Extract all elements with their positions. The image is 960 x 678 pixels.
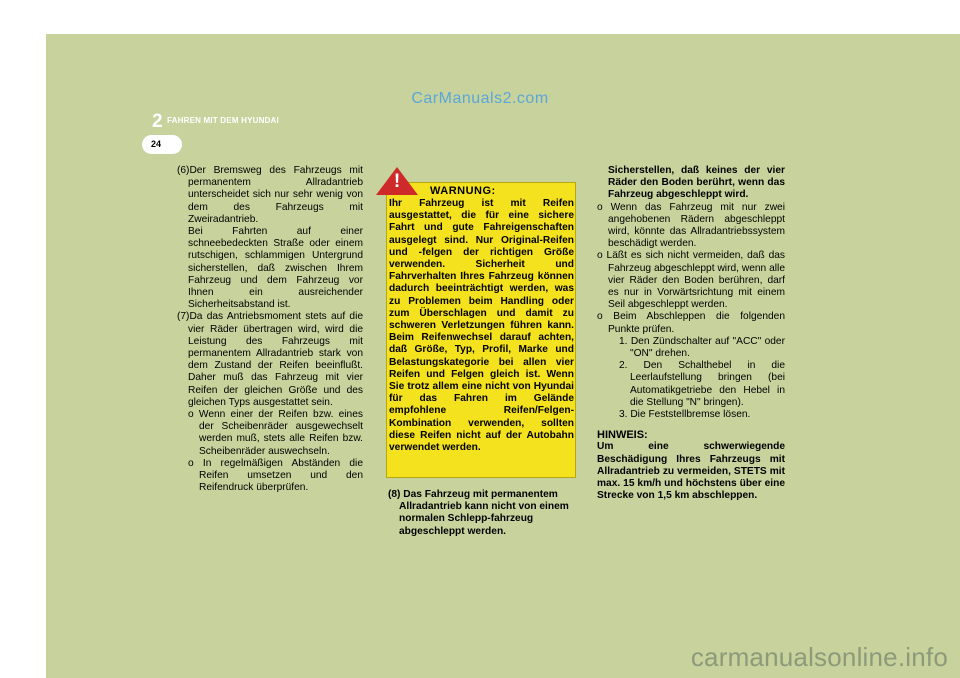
- tire-bullet-1: o Wenn einer der Reifen bzw. eines der Scheibenräder ausgewechselt werden muß, stets alle Reifen bzw. Scheibenräder auswechseln.: [188, 409, 363, 457]
- chapter-title: FAHREN MIT DEM HYUNDAI: [167, 116, 279, 125]
- item-8: (8) Das Fahrzeug mit permanentem Allradantrieb kann nicht von einem normalen Schlepp-fahrzeug abgeschleppt werden.: [388, 489, 569, 537]
- towing-bullet-1: o Wenn das Fahrzeug mit nur zwei angehobenen Rädern abgeschleppt wird, könnte das Allradantriebssystem beschädigt werden.: [597, 201, 785, 250]
- warning-title: WARNUNG:: [430, 185, 496, 197]
- column-right: [597, 165, 785, 502]
- column-left: [177, 165, 363, 494]
- hinweis-title: HINWEIS:: [597, 429, 648, 442]
- towing-step-3: 3. Die Feststellbremse lösen.: [619, 409, 751, 421]
- towing-bullet-3: o Beim Abschleppen die folgenden Punkte prüfen.: [597, 311, 785, 335]
- page-number: 24: [150, 139, 161, 149]
- item-6-head: (6)Der Bremsweg des Fahrzeugs mit permanentem Allradantrieb unterscheidet sich nur sehr wenig von dem des Fahrzeugs mit Zweiradantrieb.: [177, 165, 363, 225]
- item-6-body: Bei Fahrten auf einer schneebedeckten Straße oder einem rutschigen, schlammigen Untergrund sicherstellen, daß zwischen Ihrem Fahrzeug und dem Fahrzeug vor Ihnen ein ausreichender Sicherheitsabstand ist.: [188, 226, 363, 311]
- warning-exclamation-icon: !: [393, 171, 401, 192]
- towing-step-1: 1. Den Zündschalter auf "ACC" oder "ON" drehen.: [619, 335, 785, 360]
- hinweis-text: Um eine schwerwiegende Beschädigung Ihres Fahrzeugs mit Allradantrieb zu vermeiden, STETS mit max. 15 km/h und höchstens über eine Strecke von 1,5 km abschleppen.: [597, 441, 785, 502]
- warning-text: Ihr Fahrzeug ist mit Reifen ausgestattet, die für eine sichere Fahrt und gute Fahreigenschaften ausgelegt sind. Nur Original-Reifen und -felgen der richtigen Größe verwenden. Sicherheit und Fahrverhalten Ihres Fahrzeug können dadurch beeinträchtigt werden, was zu Problemen beim Handling oder zum Überschlagen und damit zu schweren Verletzungen führen kann. Beim Reifenwechsel darauf achten, daß Größe, Typ, Profil, Marke und Belastungskategorie bei allen vier Reifen und Felgen gleich ist. Wenn Sie trotz allem eine nicht von Hyundai für das Fahren im Gelände empfohlene Reifen/Felgen-Kombination verwenden, sollten diese Reifen nicht auf der Autobahn verwendet werden.: [389, 198, 574, 454]
- watermark-top: CarManuals2.com: [411, 90, 549, 107]
- towing-intro: Sicherstellen, daß keines der vier Räder den Boden berührt, wenn das Fahrzeug abgeschleppt wird.: [608, 165, 785, 201]
- towing-step-2: 2. Den Schalthebel in die Leerlaufstellung bringen (bei Automatikgetriebe den Hebel in die Stellung "N" bringen).: [619, 360, 785, 408]
- item-7: (7)Da das Antriebsmoment stets auf die vier Räder übertragen wird, wird die Leistung des Fahrzeugs mit permanentem Allradantrieb stark von dem Zustand der Reifen beeinflußt. Daher muß das Fahrzeug mit vier Reifen der gleichen Größe und des gleichen Typs ausgestattet sein.: [177, 311, 363, 408]
- towing-bullet-2: o Läßt es sich nicht vermeiden, daß das Fahrzeug abgeschleppt wird, wenn alle vier Räder den Boden berühren, darf es nur in Vorwärtsrichtung mit einem Seil abgeschleppt werden.: [597, 250, 785, 311]
- tire-bullet-2: o In regelmäßigen Abständen die Reifen umsetzen und den Reifendruck überprüfen.: [188, 457, 363, 494]
- watermark-bottom: carmanualsonline.info: [690, 642, 948, 672]
- chapter-number: 2: [152, 111, 163, 132]
